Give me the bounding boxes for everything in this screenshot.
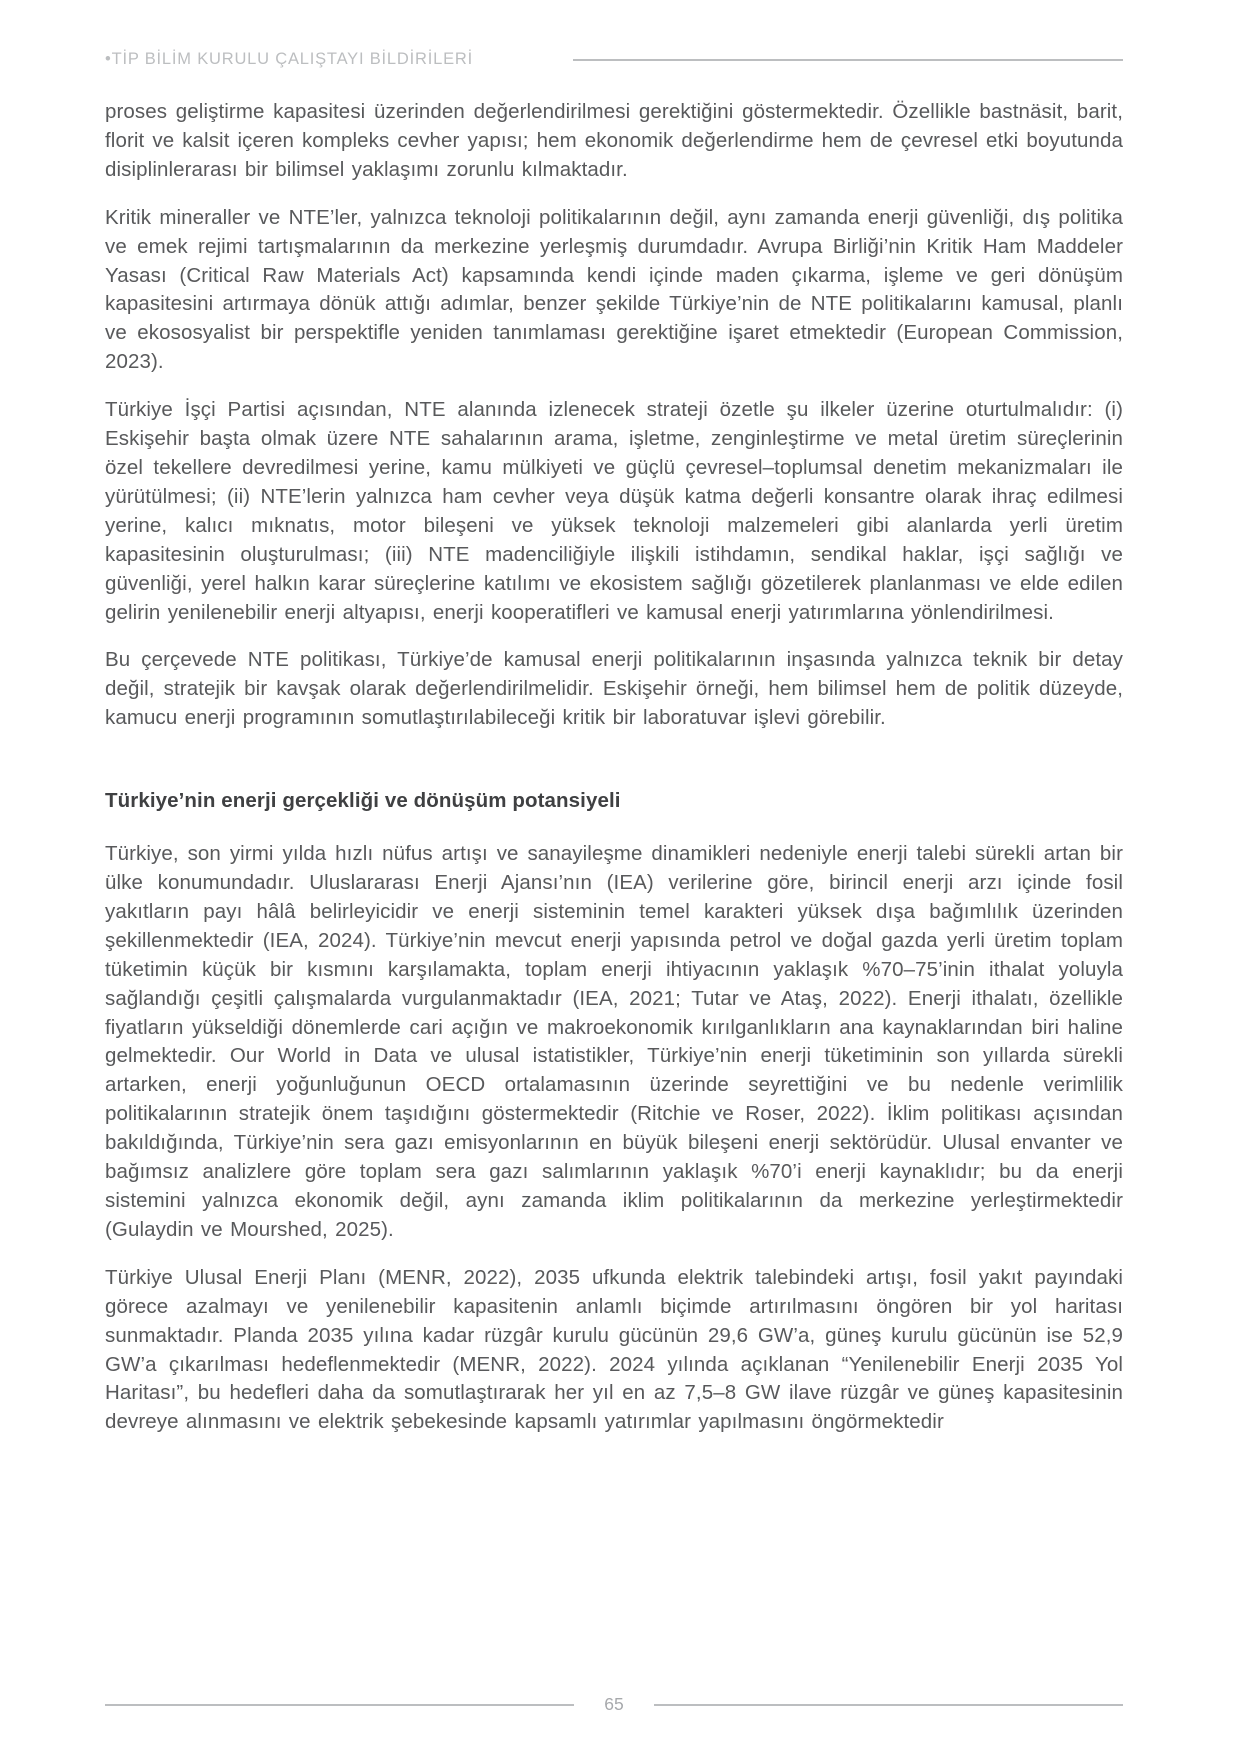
content-area (105, 98, 1123, 1456)
paragraph: Kritik mineraller ve NTE’ler, yalnızca teknoloji politikalarının değil, aynı zamanda enerji güvenliği, dış politika ve emek rejimi tartışmalarının da merkezine yerleşmiş durumdadır. Avrupa Birliği’nin Kritik Ham Maddeler Yasası (Critical Raw Materials Act) kapsamında kendi içinde maden çıkarma, işleme ve geri dönüşüm kapasitesini artırmaya dönük attığı adımlar, benzer şekilde Türkiye’nin de NTE politikalarını kamusal, planlı ve ekososyalist bir perspektifle yeniden tanımlaması gerektiğine işaret etmektedir (European Commission, 2023). (105, 205, 1123, 374)
running-header-title: •TİP BİLİM KURULU ÇALIŞTAYI BİLDİRİLERİ (105, 50, 473, 68)
header-rule (573, 59, 1123, 61)
paragraph: proses geliştirme kapasitesi üzerinden değerlendirilmesi gerektiğini göstermektedir. Özellikle bastnäsit, barit, florit ve kalsit içeren kompleks cevher yapısı; hem ekonomik değerlendirme hem de çevresel etki boyutunda disiplinlerarası bir bilimsel yaklaşımı zorunlu kılmaktadır. (105, 100, 1123, 181)
page-number: 65 (604, 1694, 624, 1714)
page-footer (105, 1694, 1123, 1715)
paragraph: Bu çerçevede NTE politikası, Türkiye’de kamusal enerji politikalarının inşasında yalnızca teknik bir detay değil, stratejik bir kavşak olarak değerlendirilmelidir. Eskişehir örneği, hem bilimsel hem de politik düzeyde, kamucu enerji programının somutlaştırılabileceği kritik bir laboratuvar işlevi görebilir. (105, 648, 1123, 730)
paragraph: Türkiye Ulusal Enerji Planı (MENR, 2022), 2035 ufkunda elektrik talebindeki artışı, fosil yakıt payındaki görece azalmayı ve yenilenebilir kapasitenin anlamlı biçimde artırılmasını öngören bir yol haritası sunmaktadır. Planda 2035 yılına kadar rüzgâr kurulu gücünün 29,6 GW’a, güneş kurulu gücünün ise 52,9 GW’a çıkarılması hedeflenmektedir (MENR, 2022). 2024 yılında açıklanan “Yenilenebilir Enerji 2035 Yol Haritası”, bu hedefleri daha da somutlaştırarak her yıl en az 7,5–8 GW ilave rüzgâr ve güneş kapasitesinin devreye alınmasını ve elektrik şebekesinde kapsamlı yatırımlar yapılmasını öngörmektedir (105, 1265, 1123, 1434)
footer-rule-left (105, 1704, 574, 1706)
paragraph-group-bottom (105, 840, 1123, 1437)
paragraph-group-top (105, 98, 1123, 733)
paragraph: Türkiye, son yirmi yılda hızlı nüfus artışı ve sanayileşme dinamikleri nedeniyle enerji talebi sürekli artan bir ülke konumundadır. Uluslararası Enerji Ajansı’nın (IEA) verilerine göre, birincil enerji arzı içinde fosil yakıtların payı hâlâ belirleyicidir ve enerji sisteminin temel karakteri yüksek dışa bağımlılık üzerinden şekillenmektedir (IEA, 2024). Türkiye’nin mevcut enerji yapısında petrol ve doğal gazda yerli üretim toplam tüketimin küçük bir kısmını karşılamakta, toplam enerji ihtiyacının yaklaşık %70–75’inin ithalat yoluyla sağlandığı çeşitli çalışmalarda vurgulanmaktadır (IEA, 2021; Tutar ve Ataş, 2022). Enerji ithalatı, özellikle fiyatların yükseldiği dönemlerde cari açığın ve makroekonomik kırılganlıkların ana kaynaklarından biri haline gelmektedir. Our World in Data ve ulusal istatistikler, Türkiye’nin enerji tüketiminin son yıllarda sürekli artarken, enerji yoğunluğunun OECD ortalamasının üzerinde seyrettiğini ve bu nedenle verimlilik politikalarının stratejik önem taşıdığını göstermektedir (Ritchie ve Roser, 2022). İklim politikası açısından bakıldığında, Türkiye’nin sera gazı emisyonlarının en büyük bileşeni enerji sektörüdür. Ulusal envanter ve bağımsız analizlere göre toplam sera gazı salımlarının yaklaşık %70’i enerji kaynaklıdır; bu da enerji sistemini yalnızca ekonomik değil, aynı zamanda iklim politikalarının da merkezine yerleştirmektedir (Gulaydin ve Mourshed, 2025). (105, 842, 1123, 1241)
paragraph: Türkiye İşçi Partisi açısından, NTE alanında izlenecek strateji özetle şu ilkeler üzerine oturtulmalıdır: (i) Eskişehir başta olmak üzere NTE sahalarının arama, işletme, zenginleştirme ve metal üretim süreçlerinin özel tekellere devredilmesi yerine, kamu mülkiyeti ve güçlü çevresel–toplumsal denetim mekanizmaları ile yürütülmesi; (ii) NTE’lerin yalnızca ham cevher veya düşük katma değerli konsantre olarak ihraç edilmesi yerine, kalıcı mıknatıs, motor bileşeni ve yüksek teknoloji malzemeleri gibi alanlarda yerli üretim kapasitesinin oluşturulması; (iii) NTE madenciliğiyle ilişkili istihdamın, sendikal haklar, işçi sağlığı ve güvenliği, yerel halkın karar süreçlerine katılımı ve ekosistem sağlığı gözetilerek planlanması ve elde edilen gelirin yenilenebilir enerji altyapısı, enerji kooperatifleri ve kamusal enerji yatırımlarına yönlendirilmesi. (105, 398, 1123, 624)
page-header (105, 50, 1123, 69)
footer-rule-right (654, 1704, 1123, 1706)
section-heading: Türkiye’nin enerji gerçekliği ve dönüşüm potansiyeli (105, 789, 621, 813)
